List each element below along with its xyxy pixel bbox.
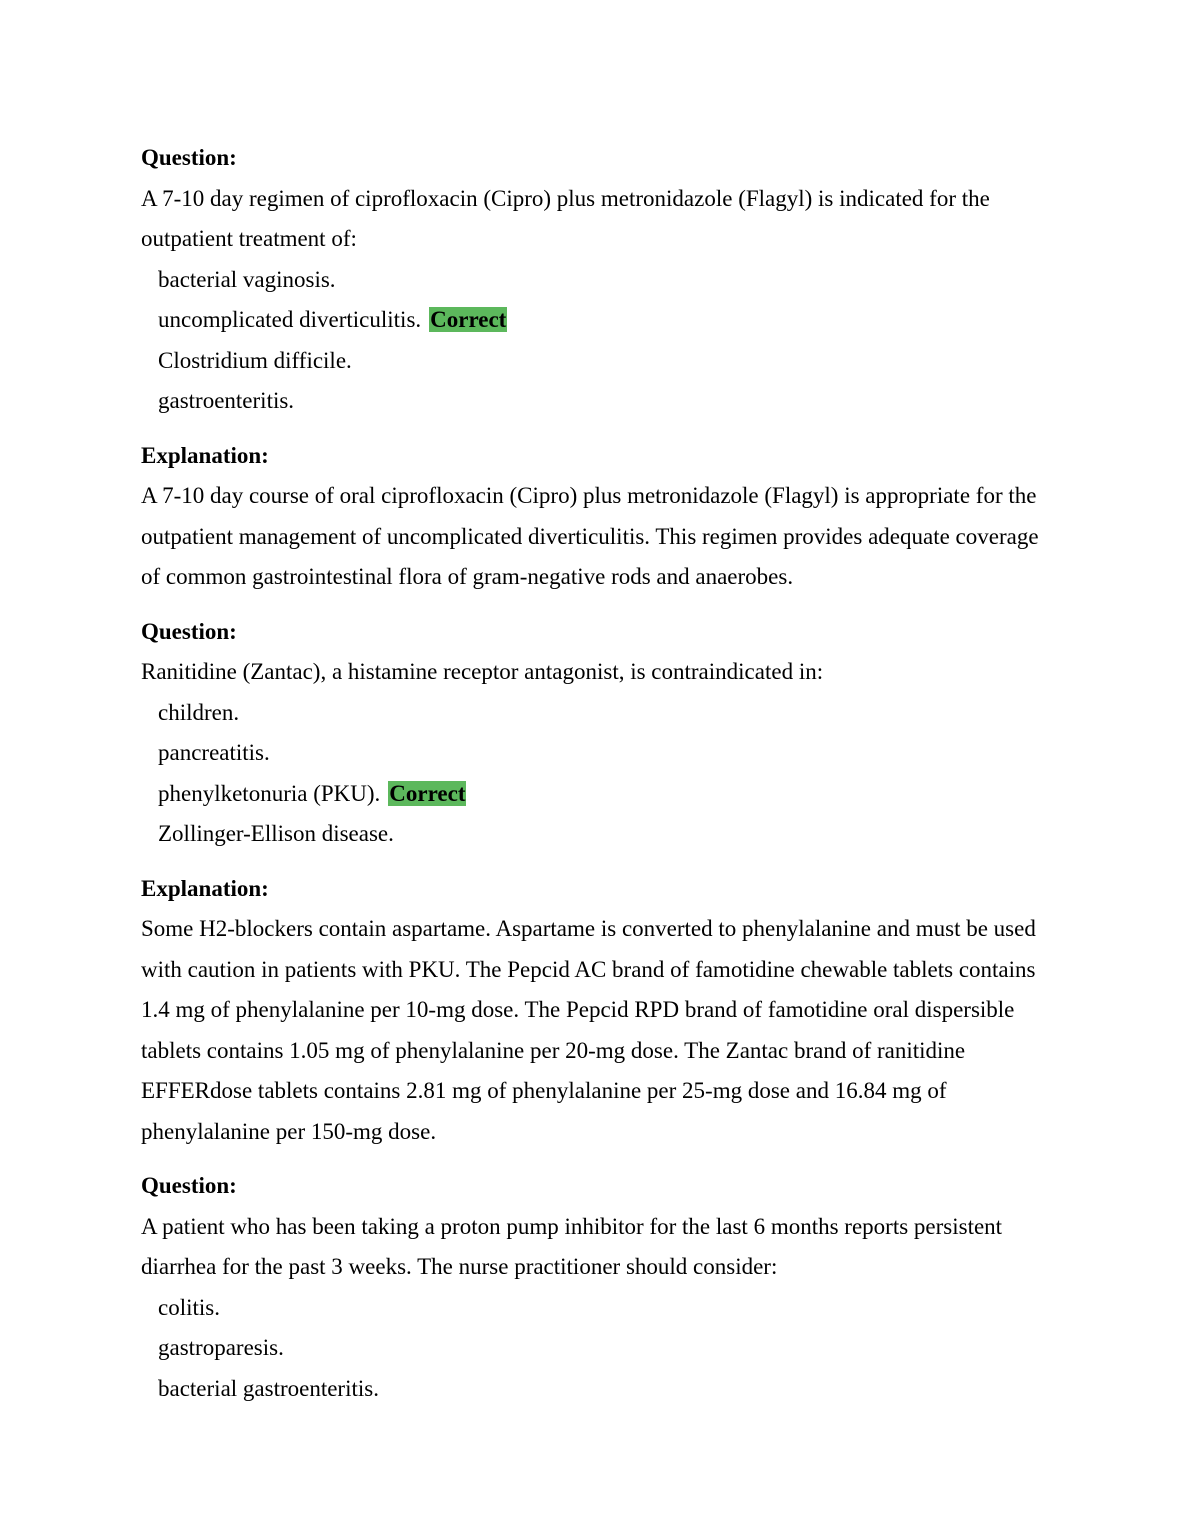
answer-option bbox=[141, 1369, 1061, 1410]
answer-option-text: pancreatitis. bbox=[158, 740, 270, 765]
answer-option-text: bacterial vaginosis. bbox=[158, 266, 336, 292]
answer-option bbox=[141, 341, 1061, 382]
answer-option-text: bacterial gastroenteritis. bbox=[158, 1375, 379, 1401]
question-text: A 7-10 day regimen of ciprofloxacin (Cipro) plus metronidazole (Flagyl) is indicated for the outpatient treatment of: bbox=[141, 185, 990, 251]
question-text: Ranitidine (Zantac), a histamine receptor antagonist, is contraindicated in: bbox=[141, 659, 824, 684]
question-heading: Question: bbox=[141, 618, 237, 644]
explanation-text: A 7-10 day course of oral ciprofloxacin (Cipro) plus metronidazole (Flagyl) is appropriate for the outpatient management of uncomplicated diverticulitis. This regimen provides adequate coverage of common gastrointestinal flora of gram-negative rods and anaerobes. bbox=[141, 483, 1039, 589]
question-block-3 bbox=[141, 1166, 1061, 1409]
answer-option bbox=[141, 381, 1061, 422]
answer-option bbox=[141, 693, 1061, 734]
answer-option-text: gastroenteritis. bbox=[158, 388, 295, 413]
question-heading: Question: bbox=[141, 1173, 237, 1198]
answer-option bbox=[141, 774, 1061, 815]
answer-option-text: uncomplicated diverticulitis. bbox=[158, 307, 422, 332]
answer-option bbox=[141, 733, 1061, 774]
document-page bbox=[141, 138, 1061, 1409]
explanation-heading: Explanation: bbox=[141, 875, 269, 901]
answer-option bbox=[141, 1288, 1061, 1329]
correct-badge: Correct bbox=[430, 307, 507, 332]
question-block-1 bbox=[141, 138, 1061, 598]
correct-badge: Correct bbox=[389, 780, 466, 806]
answer-option-text: gastroparesis. bbox=[158, 1335, 284, 1360]
answer-option-text: Zollinger-Ellison disease. bbox=[158, 821, 394, 846]
answer-option-text: children. bbox=[158, 699, 240, 725]
answer-option bbox=[141, 814, 1061, 855]
answer-option-text: Clostridium difficile. bbox=[158, 347, 352, 373]
answer-option-text: phenylketonuria (PKU). bbox=[158, 780, 381, 806]
question-heading: Question: bbox=[141, 145, 237, 170]
answer-option bbox=[141, 260, 1061, 301]
answer-option-text: colitis. bbox=[158, 1294, 220, 1320]
answer-option bbox=[141, 300, 1061, 341]
question-block-2 bbox=[141, 612, 1061, 1153]
explanation-text: Some H2-blockers contain aspartame. Aspartame is converted to phenylalanine and must be used with caution in patients with PKU. The Pepcid AC brand of famotidine chewable tablets contains 1.4 mg of phenylalanine per 10-mg dose. The Pepcid RPD brand of famotidine oral dispersible tablets contains 1.05 mg of phenylalanine per 20-mg dose. The Zantac brand of ranitidine EFFERdose tablets contains 2.81 mg of phenylalanine per 25-mg dose and 16.84 mg of phenylalanine per 150-mg dose. bbox=[141, 916, 1036, 1144]
answer-option bbox=[141, 1328, 1061, 1369]
question-text: A patient who has been taking a proton pump inhibitor for the last 6 months reports persistent diarrhea for the past 3 weeks. The nurse practitioner should consider: bbox=[141, 1213, 1003, 1279]
explanation-heading: Explanation: bbox=[141, 442, 269, 468]
